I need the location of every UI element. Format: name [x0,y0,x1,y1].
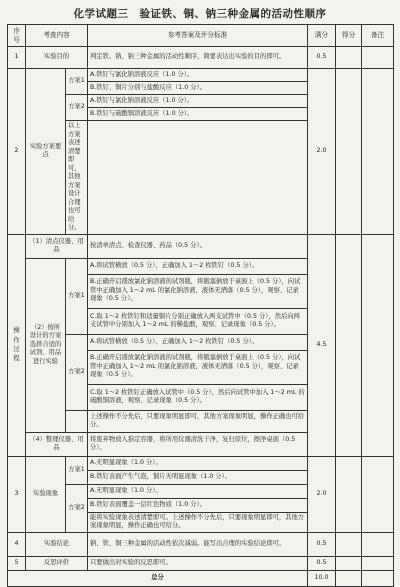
header-full: 满分 [308,25,336,47]
note-cell[interactable] [362,234,394,456]
table-row [8,456,394,470]
table-row [8,234,394,258]
note-cell[interactable] [362,456,394,532]
row-item: 实验目的 [26,47,88,69]
criterion: A.铁钉与氯化钠溶液反应（1.0 分）。 [88,69,308,82]
plan-label: 方案1 [66,258,88,334]
score-cell[interactable] [336,69,362,235]
row-number: 3 [8,456,26,532]
criterion: B.正确开启盛放氯化钠溶液的试剂瓶，将瓶塞倒放于桌面上（0.5 分），向试管中正确加入 1～2 mL 的氯化钠溶液，液体无洒落（0.5 分），观察、记录现象（0.5 分）。 [88,350,308,384]
plan-label: 方案2 [66,334,88,410]
plan-label: 方案2 [66,484,88,532]
criterion-note: 以上方案表述清楚即可，其他方案设计合理也可给分。 [66,121,88,235]
criterion-note: 能将实验现象表述清楚即可。上述操作不分先后，只要现象明显即可，其他方案现象明显，操作正确也可给分。 [88,512,308,532]
criterion: B.铁钉表面产生气泡，铜片无明显现象（1.0 分）。 [88,470,308,484]
criterion: 按清单清点、检查仪器、药品（0.5 分）。 [88,234,308,258]
criterion: A.无明显现象（1.0 分）。 [88,456,308,470]
row-number: 2 [8,69,26,235]
criterion: A.无明显现象（1.0 分）。 [88,484,308,498]
criterion: B.铁钉表面覆盖一层红色物质（1.0 分）。 [88,498,308,512]
criterion: A.将试管横放（0.5 分），正确加入 1～2 枚铁钉（0.5 分）。 [88,258,308,274]
criterion: 将废弃物放入指定容器，将所用仪器清洗干净，复归原位，擦净桌面（0.5 分）。 [88,432,308,456]
header-standard: 参考答案及评分标准 [88,25,308,47]
score-cell[interactable] [336,456,362,532]
criterion: C.取 1～2 枚铁钉正确放入试管中（0.5 分），然后向试管中加入 1～2 mL 的硫酸铜溶液，观察、记录现象（0.5 分）。 [88,384,308,410]
header-item: 考查内容 [26,25,88,47]
criterion: B.铁钉、铜片分别与盐酸反应（1.0 分）。 [88,82,308,95]
row-item: （1）清点仪器、用品 [26,234,88,258]
row-full-score: 2.0 [308,69,336,235]
note-cell[interactable] [362,69,394,235]
score-cell[interactable] [336,556,362,570]
total-row [8,570,394,586]
header-seq: 序号 [8,25,26,47]
section-label: 操作过程 [8,234,26,456]
row-item: （4）整理仪器、用品 [26,432,88,456]
row-full-score: 0.5 [308,47,336,69]
row-full-score: 0.5 [308,556,336,570]
total-full-score: 10.0 [308,570,336,586]
scoring-table [7,24,394,587]
row-number: 4 [8,532,26,556]
note-cell[interactable] [362,532,394,556]
note-cell[interactable] [362,556,394,570]
criterion: A.将试管横放（0.5 分），正确加入 1～2 枚铁钉（0.5 分）。 [88,334,308,350]
score-cell[interactable] [336,532,362,556]
header-score: 得分 [336,25,362,47]
score-cell[interactable] [336,47,362,69]
row-item: 实验现象 [26,456,66,532]
table-row [8,556,394,570]
header-note: 备注 [362,25,394,47]
criterion: B.铁钉与硫酸铜溶液反应（1.0 分）。 [88,108,308,121]
page-title: 化学试题三 验证铁、铜、钠三种金属的活动性顺序 [73,8,327,20]
total-note-cell[interactable] [362,570,394,586]
row-number: 5 [8,556,26,570]
row-item: （2）按所设计的方案选择合适的试剂、用品进行实验 [26,258,66,432]
plan-label: 方案2 [66,95,88,121]
row-item: 实验方案要点 [26,69,66,235]
row-full-score: 2.0 [308,456,336,532]
row-standard: 钠、铁、铜三种金属的活动性依次减弱。能写出合理的实验结论即可。 [88,532,308,556]
table-row [8,47,394,69]
table-row [8,532,394,556]
criterion: A.铁钉与氯化钠溶液反应（1.0 分）。 [88,95,308,108]
total-label: 总分 [8,570,308,586]
table-row [8,69,394,82]
score-cell[interactable] [336,234,362,456]
criterion: B.正确开启盛放氯化钠溶液的试剂瓶，将瓶塞倒放于桌面上（0.5 分），向试管中正确加入 1～2 mL 的氯化钠溶液，液体无洒落（0.5 分），观察、记录现象（0.5 分）。 [88,274,308,308]
plan-label: 方案1 [66,456,88,484]
row-item: 实验结论 [26,532,88,556]
row-full-score: 0.5 [308,532,336,556]
table-header-row [8,25,394,47]
criterion: C.取 1～2 枚铁钉和适量铜片分别正确放入两支试管中（0.5 分），然后向两支试管中分别加入 1～2 mL 的稀盐酸，观察、记录现象（0.5 分）。 [88,308,308,334]
note-cell[interactable] [362,47,394,69]
row-number: 1 [8,47,26,69]
criterion-note: 上述操作不分先后，只要现象明显即可，其他方案现象明显，操作正确也可给分。 [88,410,308,432]
row-item: 反思评价 [26,556,88,570]
plan-label: 方案1 [66,69,88,95]
row-standard: 判定铁、钠、钠三种金属的活动性顺序，简要表达出实验的目的即可。 [88,47,308,69]
row-full-score: 4.5 [308,234,336,456]
row-standard: 只要做出对实验的反思即可。 [88,556,308,570]
total-score-cell[interactable] [336,570,362,586]
